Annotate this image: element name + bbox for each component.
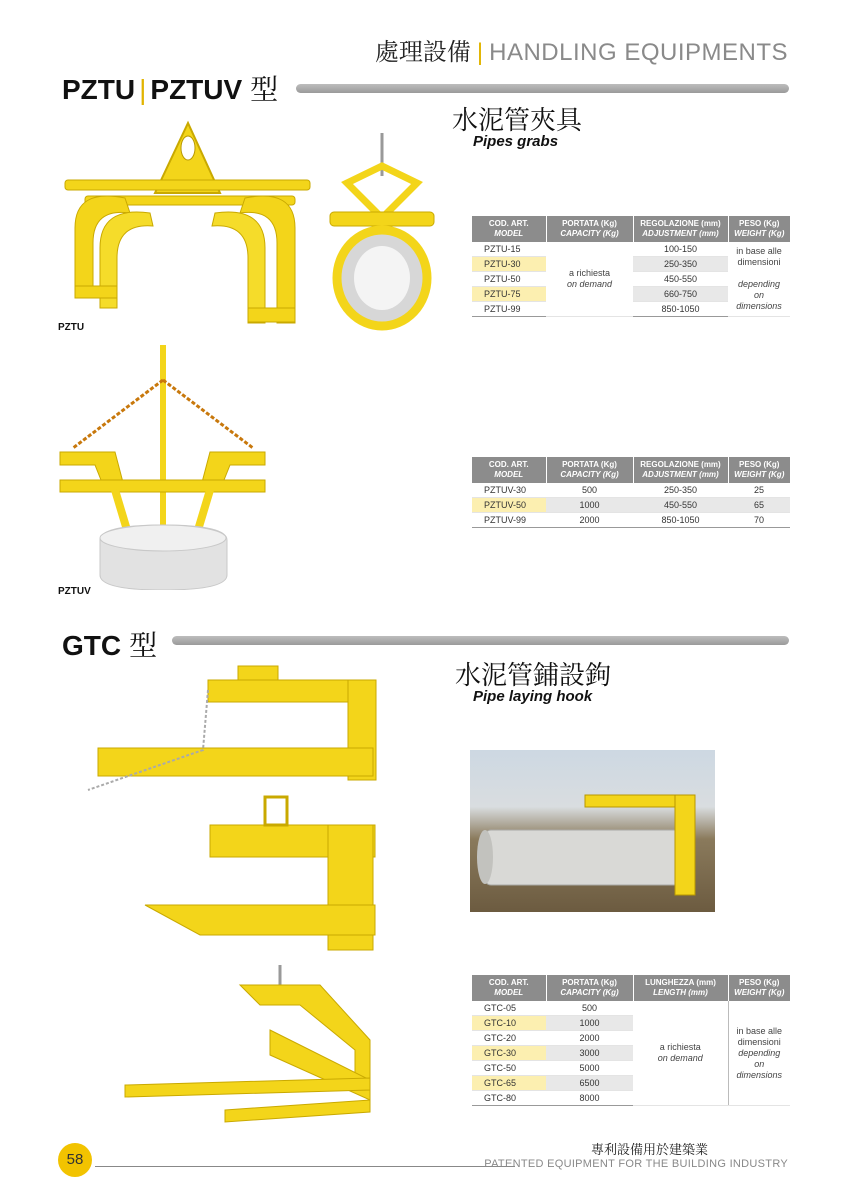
table-row: GTC-65 6500 <box>472 1076 790 1091</box>
table-header-cell: REGOLAZIONE (mm) ADJUSTMENT (mm) <box>633 216 728 242</box>
section1-title-a: PZTU <box>62 74 136 105</box>
capacity-note: a richiesta on demand <box>546 242 633 317</box>
section1-separator: | <box>139 74 147 105</box>
header-en: HANDLING EQUIPMENTS <box>489 39 788 66</box>
pztu-table <box>472 216 790 317</box>
table-header-cell: REGOLAZIONE (mm) ADJUSTMENT (mm) <box>633 457 728 483</box>
gtc-photo <box>470 750 715 912</box>
section1-title-b: PZTUV <box>150 74 243 105</box>
table-row: PZTUV-99 2000 850-1050 70 <box>472 513 790 528</box>
table-header-cell: COD. ART. MODEL <box>472 457 546 483</box>
table-header-cell: COD. ART. MODEL <box>472 216 546 242</box>
gtc-hook-image-1 <box>78 660 378 800</box>
gtc-hook-image-2 <box>140 795 385 955</box>
weight-note: in base alle dimensioni depending on dimensions <box>728 242 790 317</box>
table-header-cell: LUNGHEZZA (mm) LENGTH (mm) <box>633 975 728 1001</box>
table-header-row <box>472 457 790 483</box>
length-note: a richiesta on demand <box>633 1001 728 1106</box>
table-row: PZTU-30 250-350 <box>472 257 790 272</box>
caption-pztu: PZTU <box>58 322 85 333</box>
table-row: GTC-20 2000 <box>472 1031 790 1046</box>
pztu-side-image <box>322 128 442 333</box>
table-row: GTC-80 8000 <box>472 1091 790 1106</box>
section2-title-text: GTC <box>62 630 122 661</box>
table-row: PZTU-99 850-1050 <box>472 302 790 317</box>
section2-title <box>62 624 157 664</box>
table-header-cell: PORTATA (Kg) CAPACITY (Kg) <box>546 457 633 483</box>
section2-bar <box>172 636 789 645</box>
gtc-hook-image-3 <box>120 960 380 1130</box>
table-row: GTC-10 1000 <box>472 1016 790 1031</box>
table-row: PZTU-50 450-550 <box>472 272 790 287</box>
table-header-cell: PESO (Kg) WEIGHT (Kg) <box>728 216 790 242</box>
table-row: GTC-05 500 a richiesta on demand in base alle dimensioni depending on dimensions <box>472 1001 790 1016</box>
section2-type-char: 型 <box>129 630 158 661</box>
table-header-row <box>472 975 790 1001</box>
page-header <box>375 32 788 67</box>
table-row: GTC-50 5000 <box>472 1061 790 1076</box>
header-zh: 處理設備 <box>374 39 471 66</box>
section1-zh: 水泥管夾具 <box>452 105 583 135</box>
section1-bar <box>296 84 789 93</box>
table-row: PZTU-75 660-750 <box>472 287 790 302</box>
gtc-table <box>472 975 790 1106</box>
section1-title <box>62 68 278 108</box>
footer-en: PATENTED EQUIPMENT FOR THE BUILDING INDUSTRY <box>484 1158 788 1170</box>
caption-pztuv: PZTUV <box>58 586 91 597</box>
section2-en: Pipe laying hook <box>473 688 593 705</box>
section1-type-char: 型 <box>250 74 279 105</box>
table-row: PZTUV-50 1000 450-550 65 <box>472 498 790 513</box>
table-header-cell: PORTATA (Kg) CAPACITY (Kg) <box>546 975 633 1001</box>
footer-divider <box>95 1166 515 1167</box>
weight-note: in base alle dimensioni depending on dimensions <box>728 1001 790 1106</box>
section1-en: Pipes grabs <box>473 133 559 150</box>
pztu-image <box>55 118 315 328</box>
table-header-cell: PESO (Kg) WEIGHT (Kg) <box>728 457 790 483</box>
header-separator: | <box>476 39 484 66</box>
table-row: PZTUV-30 500 250-350 25 <box>472 483 790 498</box>
pztuv-table <box>472 457 790 528</box>
table-header-cell: COD. ART. MODEL <box>472 975 546 1001</box>
section2-zh: 水泥管鋪設鉤 <box>455 660 612 690</box>
table-row: PZTU-15 a richiesta on demand 100-150 in base alle dimensioni depending on dimensions <box>472 242 790 257</box>
table-header-cell: PORTATA (Kg) CAPACITY (Kg) <box>546 216 633 242</box>
page-number: 58 <box>58 1143 92 1177</box>
table-header-row <box>472 216 790 242</box>
pztuv-image <box>55 340 270 590</box>
table-row: GTC-30 3000 <box>472 1046 790 1061</box>
footer-zh: 專利設備用於建築業 <box>590 1142 708 1157</box>
table-header-cell: PESO (Kg) WEIGHT (Kg) <box>728 975 790 1001</box>
